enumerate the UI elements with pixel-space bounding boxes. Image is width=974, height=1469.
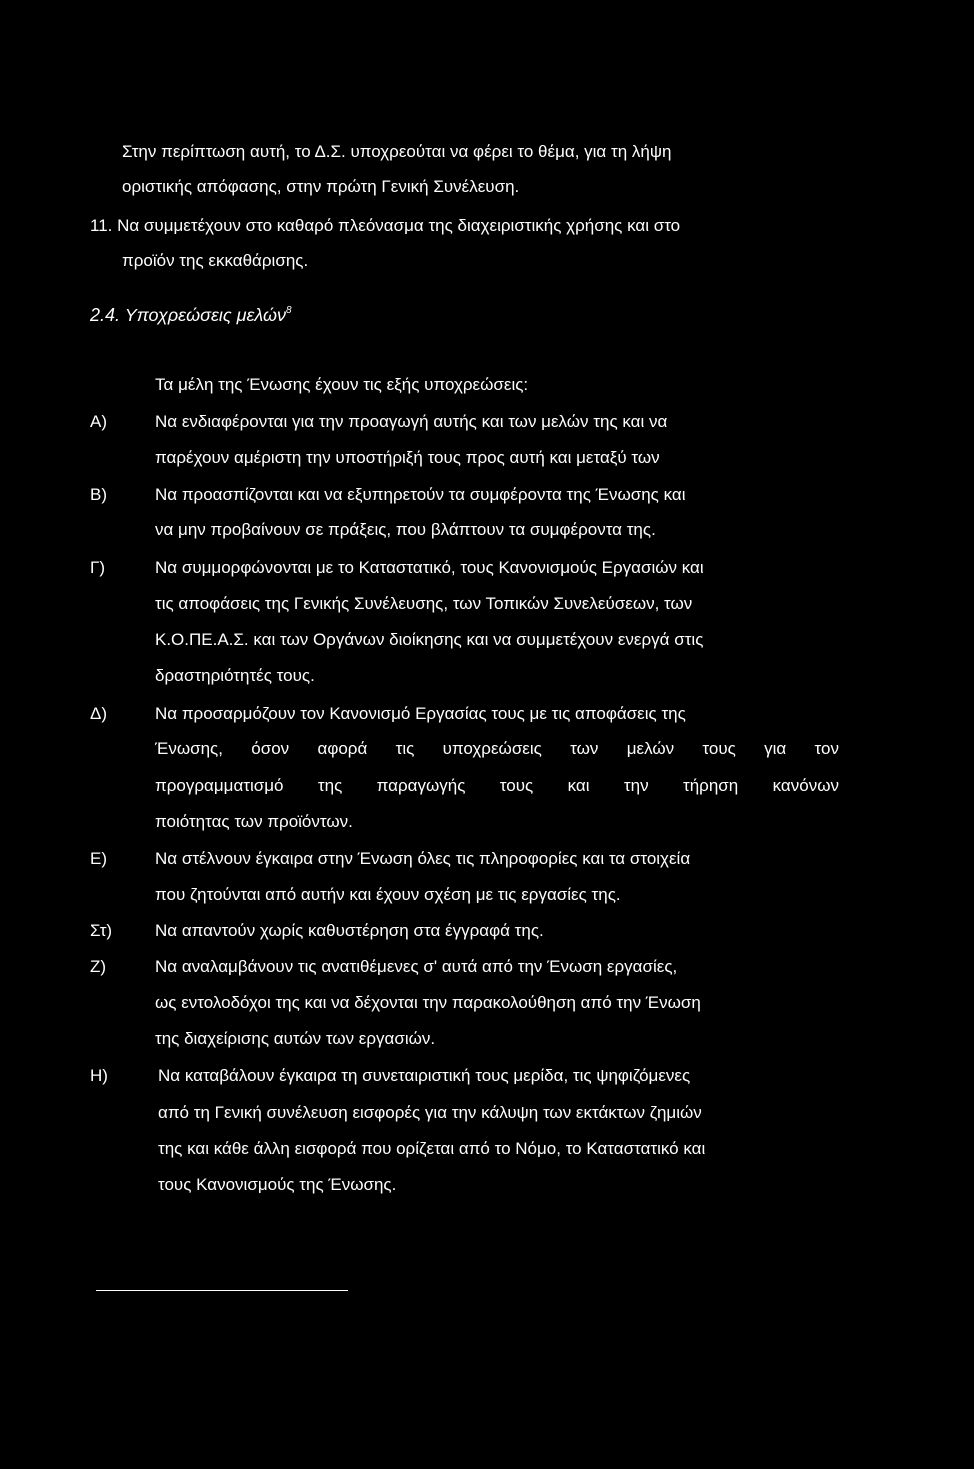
- obligation-line: δραστηριότητές τους.: [155, 666, 315, 685]
- obligation-label: Ζ): [90, 957, 107, 976]
- obligation-label: Β): [90, 485, 107, 504]
- obligation-line: Να απαντούν χωρίς καθυστέρηση στα έγγραφά της.: [155, 921, 544, 940]
- footnote-separator: [96, 1290, 348, 1291]
- obligation-line: Κ.Ο.ΠΕ.Α.Σ. και των Οργάνων διοίκησης και να συμμετέχουν ενεργά στις: [155, 630, 704, 649]
- obligation-line: από τη Γενική συνέλευση εισφορές για την κάλυψη των εκτάκτων ζημιών: [158, 1103, 702, 1122]
- obligation-line: τους Κανονισμούς της Ένωσης.: [158, 1175, 397, 1194]
- obligation-label: Δ): [90, 704, 108, 723]
- intro-line-2: οριστικής απόφασης, στην πρώτη Γενική Συνέλευση.: [122, 177, 520, 196]
- obligation-line: Ένωσης, όσον αφορά τις υποχρεώσεις των μελών τους για τον: [155, 739, 839, 758]
- intro-line-1: Στην περίπτωση αυτή, το Δ.Σ. υποχρεούται να φέρει το θέμα, για τη λήψη: [122, 142, 672, 161]
- obligation-line: παρέχουν αμέριστη την υποστήριξή τους προς αυτή και μεταξύ των: [155, 448, 660, 467]
- section-title: Υποχρεώσεις μελών: [124, 305, 286, 325]
- obligation-line: ποιότητας των προϊόντων.: [155, 812, 353, 831]
- section-number: 2.4.: [90, 305, 121, 325]
- obligation-line: προγραμματισμό της παραγωγής τους και την τήρηση κανόνων: [155, 776, 839, 795]
- obligation-line: που ζητούνται από αυτήν και έχουν σχέση με τις εργασίες της.: [155, 885, 621, 904]
- lead-sentence: Τα μέλη της Ένωσης έχουν τις εξής υποχρεώσεις:: [155, 375, 529, 394]
- obligation-line: Να συμμορφώνονται με το Καταστατικό, τους Κανονισμούς Εργασιών και: [155, 558, 704, 577]
- obligation-line: Να ενδιαφέρονται για την προαγωγή αυτής και των μελών της και να: [155, 412, 668, 431]
- obligation-line: Να καταβάλουν έγκαιρα τη συνεταιριστική τους μερίδα, τις ψηφιζόμενες: [158, 1066, 691, 1085]
- obligation-label: Γ): [90, 558, 106, 577]
- obligation-line: της διαχείρισης αυτών των εργασιών.: [155, 1029, 436, 1048]
- obligation-label: Η): [90, 1066, 108, 1085]
- obligation-label: Ε): [90, 849, 107, 868]
- obligation-line: ως εντολοδόχοι της και να δέχονται την παρακολούθηση από την Ένωση: [155, 993, 701, 1012]
- item-11-line-2: προϊόν της εκκαθάρισης.: [122, 251, 309, 270]
- obligation-line: να μην προβαίνουν σε πράξεις, που βλάπτουν τα συμφέροντα της.: [155, 520, 656, 539]
- obligation-line: Να αναλαμβάνουν τις ανατιθέμενες σ' αυτά από την Ένωση εργασίες,: [155, 957, 678, 976]
- obligation-line: Να στέλνουν έγκαιρα στην Ένωση όλες τις πληροφορίες και τα στοιχεία: [155, 849, 691, 868]
- obligation-label: Στ): [90, 921, 113, 940]
- section-heading: [90, 304, 292, 326]
- item-11-line-1: 11. Να συμμετέχουν στο καθαρό πλεόνασμα της διαχειριστικής χρήσης και στο: [90, 216, 681, 235]
- obligation-label: Α): [90, 412, 107, 431]
- obligation-line: Να προσαρμόζουν τον Κανονισμό Εργασίας τους με τις αποφάσεις της: [155, 704, 686, 723]
- footnote-mark: 8: [286, 305, 292, 316]
- obligation-line: τις αποφάσεις της Γενικής Συνέλευσης, των Τοπικών Συνελεύσεων, των: [155, 594, 693, 613]
- obligation-line: Να προασπίζονται και να εξυπηρετούν τα συμφέροντα της Ένωσης και: [155, 485, 686, 504]
- obligation-line: της και κάθε άλλη εισφορά που ορίζεται από το Νόμο, το Καταστατικό και: [158, 1139, 706, 1158]
